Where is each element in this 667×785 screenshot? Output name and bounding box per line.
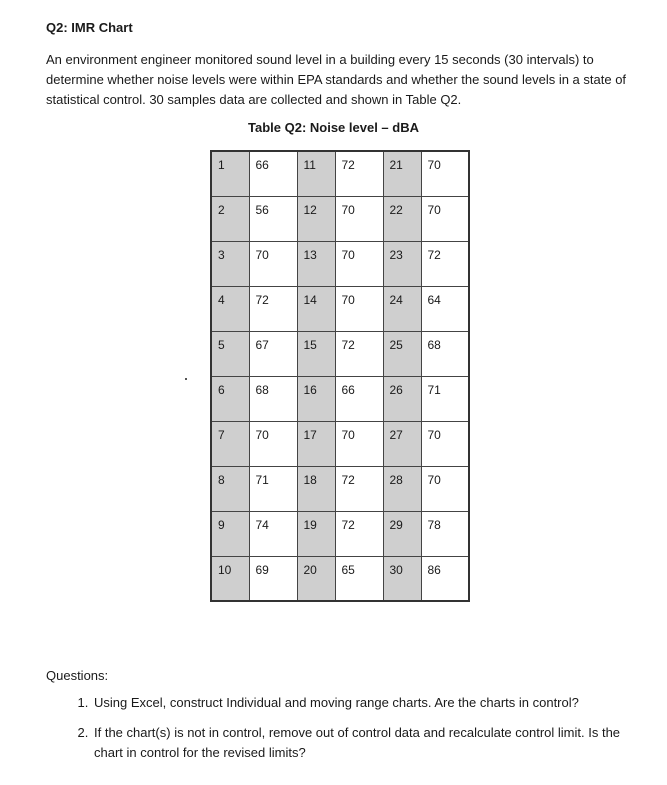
sample-index-cell: 16 — [297, 376, 335, 421]
sample-index-cell: 24 — [383, 286, 421, 331]
noise-value-cell: 66 — [335, 376, 383, 421]
noise-value-cell: 68 — [249, 376, 297, 421]
sample-index-cell: 18 — [297, 466, 335, 511]
noise-value-cell: 72 — [335, 466, 383, 511]
sample-index-cell: 8 — [211, 466, 249, 511]
sample-index-cell: 23 — [383, 241, 421, 286]
table-row — [211, 421, 469, 466]
noise-value-cell: 71 — [421, 376, 469, 421]
sample-index-cell: 14 — [297, 286, 335, 331]
sample-index-cell: 15 — [297, 331, 335, 376]
noise-value-cell: 70 — [421, 421, 469, 466]
sample-index-cell: 21 — [383, 151, 421, 196]
sample-index-cell: 3 — [211, 241, 249, 286]
noise-value-cell: 72 — [335, 511, 383, 556]
table-row — [211, 556, 469, 601]
sample-index-cell: 11 — [297, 151, 335, 196]
noise-level-table — [210, 150, 470, 602]
table-row — [211, 376, 469, 421]
sample-index-cell: 7 — [211, 421, 249, 466]
noise-value-cell: 56 — [249, 196, 297, 241]
noise-value-cell: 70 — [421, 466, 469, 511]
sample-index-cell: 20 — [297, 556, 335, 601]
noise-value-cell: 72 — [249, 286, 297, 331]
noise-value-cell: 72 — [335, 151, 383, 196]
noise-value-cell: 67 — [249, 331, 297, 376]
sample-index-cell: 26 — [383, 376, 421, 421]
noise-value-cell: 68 — [421, 331, 469, 376]
table-row — [211, 511, 469, 556]
table-row — [211, 241, 469, 286]
question-item: 1. Using Excel, construct Individual and moving range charts. Are the charts in control? — [92, 693, 652, 713]
noise-value-cell: 70 — [421, 151, 469, 196]
noise-value-cell: 65 — [335, 556, 383, 601]
stray-dot — [185, 378, 187, 380]
sample-index-cell: 9 — [211, 511, 249, 556]
noise-value-cell: 66 — [249, 151, 297, 196]
noise-value-cell: 86 — [421, 556, 469, 601]
sample-index-cell: 1 — [211, 151, 249, 196]
noise-value-cell: 70 — [335, 241, 383, 286]
questions-label: Questions: — [46, 668, 109, 683]
noise-value-cell: 69 — [249, 556, 297, 601]
sample-index-cell: 6 — [211, 376, 249, 421]
sample-index-cell: 29 — [383, 511, 421, 556]
questions-list — [66, 693, 652, 773]
sample-index-cell: 12 — [297, 196, 335, 241]
table-row — [211, 331, 469, 376]
sample-index-cell: 17 — [297, 421, 335, 466]
sample-index-cell: 22 — [383, 196, 421, 241]
noise-value-cell: 72 — [421, 241, 469, 286]
sample-index-cell: 30 — [383, 556, 421, 601]
noise-value-cell: 70 — [335, 421, 383, 466]
noise-value-cell: 74 — [249, 511, 297, 556]
sample-index-cell: 19 — [297, 511, 335, 556]
sample-index-cell: 13 — [297, 241, 335, 286]
sample-index-cell: 4 — [211, 286, 249, 331]
noise-value-cell: 70 — [335, 286, 383, 331]
sample-index-cell: 5 — [211, 331, 249, 376]
noise-value-cell: 70 — [249, 421, 297, 466]
noise-value-cell: 64 — [421, 286, 469, 331]
table-row — [211, 196, 469, 241]
sample-index-cell: 10 — [211, 556, 249, 601]
table-row — [211, 466, 469, 511]
sample-index-cell: 2 — [211, 196, 249, 241]
sample-index-cell: 25 — [383, 331, 421, 376]
table-row — [211, 151, 469, 196]
noise-value-cell: 72 — [335, 331, 383, 376]
question-item: 2. If the chart(s) is not in control, remove out of control data and recalculate control limit. Is the chart in control for the revised limits? — [92, 723, 652, 763]
noise-value-cell: 71 — [249, 466, 297, 511]
noise-value-cell: 70 — [421, 196, 469, 241]
page-title: Q2: IMR Chart — [46, 20, 133, 35]
table-caption: Table Q2: Noise level – dBA — [248, 120, 419, 135]
noise-value-cell: 70 — [335, 196, 383, 241]
sample-index-cell: 27 — [383, 421, 421, 466]
noise-value-cell: 70 — [249, 241, 297, 286]
intro-paragraph: An environment engineer monitored sound level in a building every 15 seconds (30 intervals) to determine whether noise levels were within EPA standards and whether the sound levels in a state of statistical control. 30 samples data are collected and shown in Table Q2. — [46, 52, 627, 107]
table-row — [211, 286, 469, 331]
sample-index-cell: 28 — [383, 466, 421, 511]
noise-value-cell: 78 — [421, 511, 469, 556]
